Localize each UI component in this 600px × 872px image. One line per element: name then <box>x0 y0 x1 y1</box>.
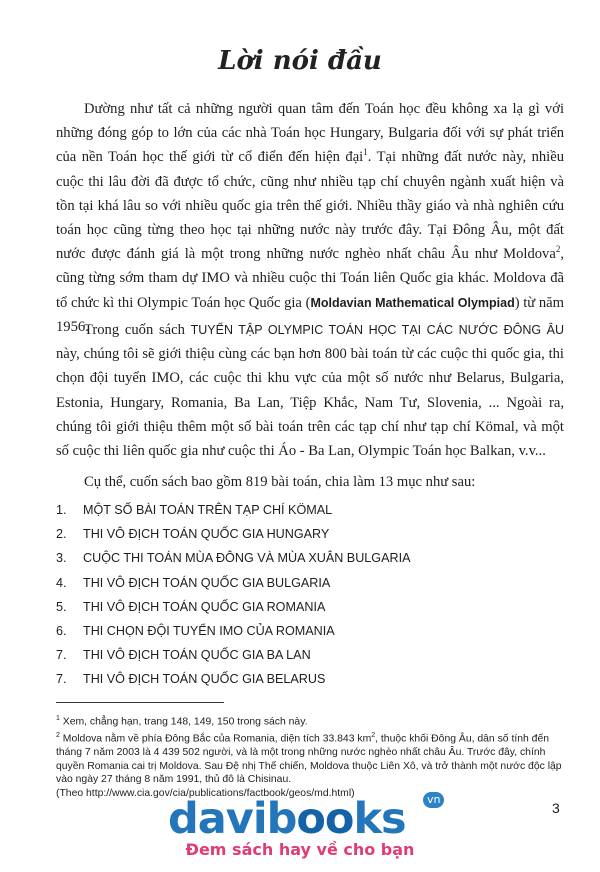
intro-paragraph <box>56 97 564 339</box>
section-number: 4. <box>56 575 67 590</box>
watermark-tagline: Đem sách hay về cho bạn <box>185 840 415 859</box>
logo-text: ks <box>353 794 406 844</box>
intro-text-3: , cũng từng sớm tham dự IMO và nhiều cuộc thi Toán liên Quốc gia khác. Moldova đã tổ chức kì thi Olympic Toán học Quốc gia ( <box>56 246 564 311</box>
watermark-logo <box>168 794 406 844</box>
footnote-2 <box>56 729 568 787</box>
superscript: 2 <box>371 732 376 740</box>
footnote-text: Xem, chẳng hạn, trang 148, 149, 150 trong sách này. <box>59 716 308 728</box>
intro-text-2: . Tại những đất nước này, nhiều cuộc thi lâu đời đã được tổ chức, cũng như nhiều tạp chí chuyên ngành xuất hiện và tồn tại khá lâu so với nhiều quốc gia trên thế giới. Nhiều thầy giáo và nhà nghiên cứu toán học cũng từng theo học tại những nước này trước đây. Tại Đông Âu, một đất nước được đánh giá là một trong những nước nghèo nhất châu Âu như Moldova <box>56 149 564 263</box>
section-title: THI CHỌN ĐỘI TUYỂN IMO CỦA ROMANIA <box>83 623 335 638</box>
section-item <box>56 571 564 595</box>
section-item <box>56 522 564 546</box>
logo-text: oo <box>296 794 354 844</box>
footnote-text: , thuộc khối Đông Âu, dân số tính đến tháng 7 năm 2003 là 4 439 502 người, và là một trong những nước nghèo nhất châu Âu. Trước đây, chính quyền Romania cai trị Moldova. Sau Đệ nhị Thế chiến, Moldova thuộc Liên Xô, và trở thành một nước độc lập vào ngày 27 tháng 8 năm 1991, thủ đô là Chisinau. <box>56 733 562 786</box>
footnote-divider <box>56 702 224 703</box>
section-item <box>56 595 564 619</box>
section-number: 6. <box>56 623 67 638</box>
intro-text-1: Dường như tất cả những người quan tâm đến Toán học đều không xa lạ gì với những đóng góp to lớn của các nhà Toán học Hungary, Bulgaria đối với sự phát triển của nền Toán học thế giới từ cổ điển đến hiện đại <box>56 101 564 166</box>
book-title: TUYỂN TẬP OLYMPIC TOÁN HỌC TẠI CÁC NƯỚC ĐÔNG ÂU <box>190 323 564 337</box>
section-item <box>56 619 564 643</box>
footnote-ref-1: 1 <box>363 147 368 158</box>
section-title: THI VÔ ĐỊCH TOÁN QUỐC GIA BELARUS <box>83 672 326 687</box>
section-title: THI VÔ ĐỊCH TOÁN QUỐC GIA HUNGARY <box>83 527 330 542</box>
section-number: 7. <box>56 672 67 687</box>
footnote-1 <box>56 712 568 729</box>
section-title: THI VÔ ĐỊCH TOÁN QUỐC GIA BA LAN <box>83 648 311 663</box>
logo-text: davib <box>168 794 297 844</box>
footnotes <box>56 712 568 801</box>
section-number: 1. <box>56 503 67 517</box>
footnote-ref-2: 2 <box>555 244 561 255</box>
footnote-text: Moldova nằm về phía Đông Bắc của Romania, diện tích 33.843 km <box>59 733 372 745</box>
section-title: MỘT SỐ BÀI TOÁN TRÊN TẠP CHÍ KÖMAL <box>83 503 333 517</box>
section-number: 7. <box>56 648 67 663</box>
section-item <box>56 498 564 522</box>
page-number: 3 <box>552 800 560 816</box>
page-title: Lời nói đầu <box>218 46 382 76</box>
olympiad-name: Moldavian Mathematical Olympiad <box>310 295 515 310</box>
footnote-source: (Theo http://www.cia.gov/cia/publications/factbook/geos/md.html) <box>56 787 355 799</box>
section-number: 5. <box>56 599 67 614</box>
section-item <box>56 667 564 691</box>
book-text-2: này, chúng tôi sẽ giới thiệu cùng các bạn hơn 800 bài toán từ các cuộc thi quốc gia, thi chọn đội tuyển IMO, các cuộc thi khu vực của một số nước như Belarus, Bulgaria, Estonia, Hungary, Romania, Ba Lan, Tiệp Khắc, Nam Tư, Slovenia, ... Ngoài ra, chúng tôi giới thiệu thêm một số bài toán trên các tạp chí như tạp chí Kömal, và một số cuộc thi liên quốc gia như cuộc thi Áo - Ba Lan, Olympic Toán học Balkan, v.v... <box>56 346 564 460</box>
footnote-mark: 2 <box>56 732 60 740</box>
summary-paragraph: Cụ thể, cuốn sách bao gồm 819 bài toán, chia làm 13 mục như sau: <box>84 474 476 490</box>
section-title: THI VÔ ĐỊCH TOÁN QUỐC GIA BULGARIA <box>83 575 331 590</box>
book-paragraph <box>56 318 564 463</box>
section-number: 3. <box>56 551 67 566</box>
footnote-mark: 1 <box>56 715 60 722</box>
watermark-vn-badge: vn <box>423 792 444 808</box>
section-item <box>56 643 564 667</box>
section-number: 2. <box>56 527 67 542</box>
section-title: CUỘC THI TOÁN MÙA ĐÔNG VÀ MÙA XUÂN BULGARIA <box>83 551 411 566</box>
section-list <box>56 498 564 692</box>
intro-text-4: ) từ năm 1956. <box>56 294 565 335</box>
section-item <box>56 546 564 570</box>
book-text-1: Trong cuốn sách <box>84 322 191 338</box>
section-title: THI VÔ ĐỊCH TOÁN QUỐC GIA ROMANIA <box>83 599 326 614</box>
